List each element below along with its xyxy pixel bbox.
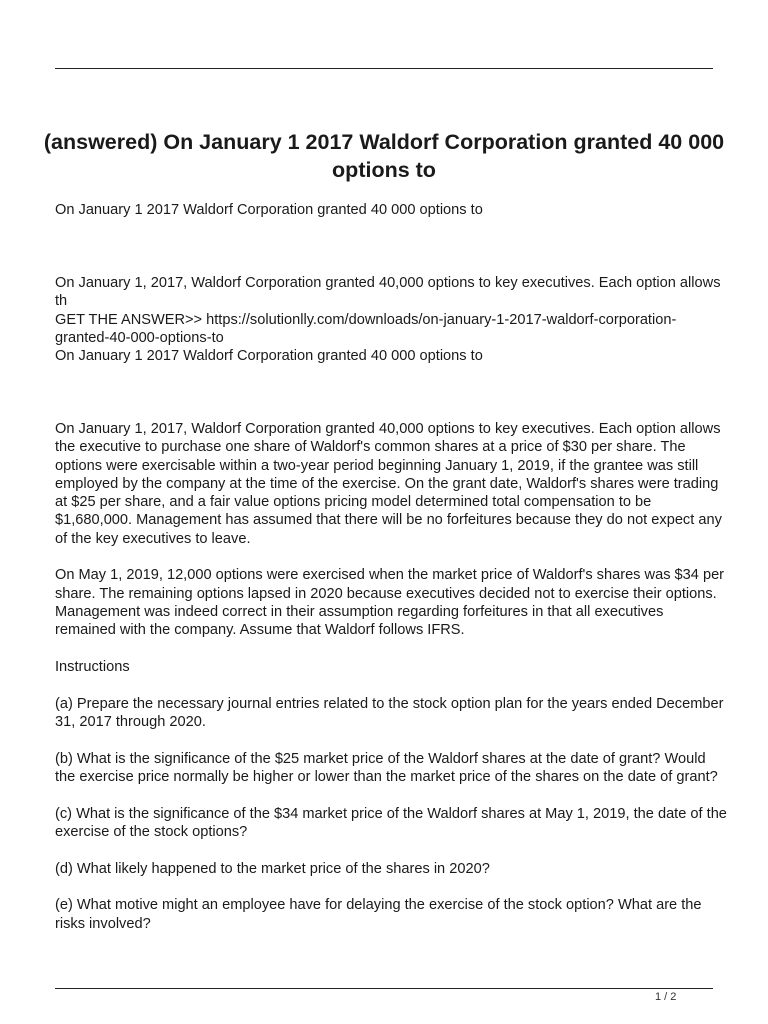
instructions-heading: Instructions bbox=[55, 659, 130, 676]
paragraph-exercise: On May 1, 2019, 12,000 options were exercised when the market price of Waldorf's shares was $34 per share. The remaining options lapsed in 2020 because executives decided not to exercise their options. Management was indeed correct in their assumption regarding forfeitures in that all executives remained with the company. Assume that Waldorf follows IFRS. bbox=[55, 567, 725, 639]
header-rule bbox=[55, 68, 713, 69]
answer-link[interactable] bbox=[55, 311, 727, 348]
intro-block bbox=[55, 274, 727, 365]
question-a: (a) Prepare the necessary journal entries related to the stock option plan for the years ended December 31, 2017 through 2020. bbox=[55, 695, 724, 731]
question-d: (d) What likely happened to the market price of the shares in 2020? bbox=[55, 860, 490, 877]
page-number: 1 / 2 bbox=[655, 991, 677, 1003]
question-c: (c) What is the significance of the $34 market price of the Waldorf shares at May 1, 2019, the date of the exercise of the stock options? bbox=[55, 805, 727, 840]
paragraph-grant: On January 1, 2017, Waldorf Corporation granted 40,000 options to key executives. Each option allows the executive to purchase one share of Waldorf's common shares at a price of $30 per share. The options were exercisable within a two-year period beginning January 1, 2019, if the grantee was still employed by the company at the time of the exercise. On the grant date, Waldorf's shares were trading at $25 per share, and a fair value options pricing model determined total compensation to be $1,680,000. Management has assumed that there will be no forfeitures because they do not expect any of the key executives to leave. bbox=[55, 421, 722, 547]
question-e: (e) What motive might an employee have for delaying the exercise of the stock option? What are the risks involved? bbox=[55, 897, 702, 932]
footer-rule bbox=[55, 988, 713, 989]
page-title: (answered) On January 1 2017 Waldorf Corporation granted 40 000 options to bbox=[43, 130, 725, 182]
intro-summary: On January 1, 2017, Waldorf Corporation granted 40,000 options to key executives. Each option allows th bbox=[55, 275, 721, 310]
body-text bbox=[55, 420, 727, 951]
subtitle: On January 1 2017 Waldorf Corporation granted 40 000 options to bbox=[55, 202, 483, 218]
intro-repeat-title: On January 1 2017 Waldorf Corporation granted 40 000 options to bbox=[55, 348, 483, 365]
question-b: (b) What is the significance of the $25 market price of the Waldorf shares at the date of grant? Would the exercise price normally be higher or lower than the market price of the shares on the date of grant? bbox=[55, 750, 718, 786]
answer-link-line-1[interactable]: GET THE ANSWER>> https://solutionlly.com/downloads/on-january-1-2017-waldorf-corporation- bbox=[55, 311, 677, 328]
answer-link-line-2[interactable]: granted-40-000-options-to bbox=[55, 329, 224, 346]
